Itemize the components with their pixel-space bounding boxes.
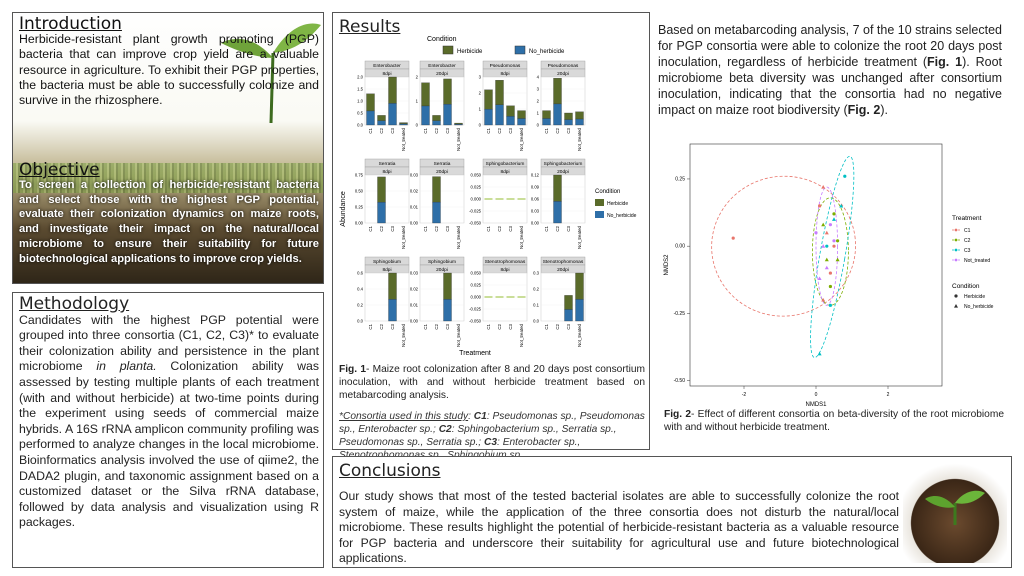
- y-tick-label: 0.00: [530, 220, 539, 226]
- y-tick-label: 0.3: [533, 270, 539, 276]
- y-tick-label: 0.03: [530, 208, 539, 214]
- conclusions-title: Conclusions: [339, 461, 441, 481]
- x-tick-label: Not_treated: [577, 226, 582, 249]
- y-tick-label: 0.050: [470, 270, 481, 276]
- bar-herbicide-C2: [433, 177, 441, 203]
- x-tick-label: C2: [555, 324, 560, 330]
- bar-no-herbicide-Not_treated: [576, 299, 584, 321]
- y-tick-label: 0.25: [675, 176, 685, 183]
- x-tick-label: Not_treated: [401, 226, 406, 249]
- y-tick-label: 0.1: [533, 302, 539, 308]
- y-tick-label: -0.050: [469, 318, 481, 324]
- x-tick-label: C1: [368, 128, 373, 134]
- bar-no-herbicide-C1: [485, 109, 493, 125]
- x-tick-label: C1: [544, 324, 549, 330]
- bar-no-herbicide-C2: [433, 121, 441, 125]
- results-title: Results: [339, 17, 401, 37]
- facet-taxon-label: Serratia: [433, 162, 451, 167]
- figure-1-label: Fig. 1: [339, 364, 366, 375]
- x-tick-label: C2: [379, 324, 384, 330]
- summary-a: Based on metabarcoding analysis, 7 of the 10 strains selected for PGP consortia were able to colonize the root 20 days post inoculation, regardless of herbicide treatment (: [658, 23, 1002, 69]
- y-tick-label: 1.0: [357, 98, 363, 104]
- y-tick-label: 2: [536, 98, 539, 104]
- bar-no-herbicide-C3: [389, 103, 397, 125]
- facet-taxon-label: Enterobacter: [428, 64, 456, 69]
- objective-body: To screen a collection of herbicide-resistant bacteria and select those with the highest PGP potential, evaluate their colonization dynamics on maize roots, and investigate their impact on the natural/local microbiome to ensure their suitability for future biotechnological applications to improve crop yields.: [19, 178, 319, 265]
- facet-time-label: 8dpi: [382, 72, 392, 77]
- point-c2: [829, 285, 832, 288]
- y-tick-label: 2.0: [357, 74, 363, 80]
- x-tick-label: C3: [390, 324, 395, 330]
- y-tick-label: 0.2: [357, 302, 363, 308]
- facet-plot-area: [365, 175, 409, 223]
- y-tick-label: 0: [415, 122, 418, 128]
- bar-no-herbicide-Not_treated: [576, 119, 584, 125]
- c3-label: C3: [483, 437, 498, 448]
- bar-herbicide-C3: [389, 273, 397, 299]
- x-tick-label: C1: [423, 226, 428, 232]
- bar-herbicide-C2: [496, 80, 504, 105]
- x-tick-label: C3: [508, 324, 513, 330]
- facet-stenotrophomonas-8dpi: [469, 257, 527, 347]
- bar-no-herbicide-C3: [444, 299, 452, 321]
- point-c3: [829, 304, 832, 307]
- point-c1: [818, 204, 821, 207]
- figure-1-caption: [339, 363, 645, 402]
- bar-no-herbicide-Not_treated: [518, 119, 526, 125]
- legend-label-c3: C3: [964, 248, 971, 254]
- y-tick-label: 0: [536, 122, 539, 128]
- facet-taxon-label: Enterobacter: [373, 64, 401, 69]
- facet-time-label: 8dpi: [382, 170, 392, 175]
- y-tick-label: 0.0: [533, 318, 539, 324]
- facet-time-label: 20dpi: [557, 268, 569, 273]
- y-tick-label: 0.00: [409, 220, 418, 226]
- figure-2-label: Fig. 2: [664, 409, 692, 420]
- x-tick-label: C2: [434, 226, 439, 232]
- y-tick-label: 1: [415, 98, 418, 104]
- bar-no-herbicide-C1: [543, 119, 551, 125]
- x-tick-label: C3: [445, 226, 450, 232]
- legend-swatch-herbicide: [443, 46, 453, 54]
- figure-2-nmds-plot: [660, 136, 1010, 408]
- bar-no-herbicide-C2: [433, 202, 441, 223]
- x-tick-label: C1: [544, 226, 549, 232]
- y-tick-label: 2: [478, 90, 481, 96]
- x-tick-label: C3: [566, 128, 571, 134]
- bar-herbicide-C1: [543, 111, 551, 119]
- x-tick-label: C3: [566, 226, 571, 232]
- y-tick-label: 0.0: [357, 318, 363, 324]
- y-tick-label: 0.02: [409, 188, 418, 194]
- side-legend-label-no-herbicide: No_herbicide: [607, 213, 637, 219]
- y-tick-label: 0.09: [530, 184, 539, 190]
- facet-sphingobium-8dpi: [357, 257, 409, 347]
- x-tick-label: C2: [434, 324, 439, 330]
- facet-stenotrophomonas-20dpi: [533, 257, 585, 347]
- facet-time-label: 8dpi: [500, 170, 510, 175]
- bar-herbicide-C2: [378, 115, 386, 120]
- figure-2-caption: [664, 408, 1004, 434]
- x-tick-label: Not_treated: [519, 226, 524, 249]
- x-tick-label: Not_treated: [401, 324, 406, 347]
- legend-treatment-title: Treatment: [952, 215, 982, 222]
- facet-time-label: 20dpi: [436, 268, 448, 273]
- bar-no-herbicide-Not_treated: [455, 124, 463, 125]
- bar-herbicide-C1: [422, 83, 430, 106]
- bar-herbicide-C3: [444, 79, 452, 104]
- x-tick-label: C1: [368, 324, 373, 330]
- y-tick-label: 1.5: [357, 86, 363, 92]
- x-tick-label: 0: [814, 392, 818, 398]
- facet-serratia-8dpi: [355, 159, 409, 249]
- y-tick-label: 1: [478, 106, 481, 112]
- point-not_treated: [829, 223, 832, 226]
- y-tick-label: -0.025: [469, 208, 481, 214]
- bar-no-herbicide-C2: [378, 202, 386, 223]
- facet-time-label: 20dpi: [557, 170, 569, 175]
- y-tick-label: 0.00: [675, 243, 685, 250]
- bar-no-herbicide-C2: [554, 201, 562, 223]
- legend-label-c1: C1: [964, 228, 971, 234]
- methodology-body-italic: in planta.: [96, 359, 157, 374]
- y-tick-label: 0.5: [357, 110, 363, 116]
- y-tick-label: 0.025: [470, 184, 481, 190]
- x-tick-label: 2: [886, 392, 890, 398]
- x-tick-label: C3: [508, 226, 513, 232]
- y-tick-label: 0.6: [357, 270, 363, 276]
- conclusions-body: Our study shows that most of the tested bacterial isolates are able to successfully colonize the root system of maize, while the application of the three consortia does not disturb the natural/local microbiome. These results highlight the potential of herbicide-resistant bacteria as a valuable resource for PGP bacteria and underscore their suitability for agricultural use and future biotechnological applications.: [339, 489, 899, 566]
- results-panel: [332, 12, 650, 450]
- y-tick-label: -0.050: [469, 220, 481, 226]
- x-tick-label: C2: [434, 128, 439, 134]
- legend-swatch-no-herbicide: [515, 46, 525, 54]
- x-tick-label: Not_treated: [577, 324, 582, 347]
- y-axis-title: Abundance: [340, 191, 347, 227]
- legend-dot-c2: [955, 239, 958, 242]
- y-tick-label: 1: [536, 110, 539, 116]
- y-tick-label: 0.03: [409, 270, 418, 276]
- point-not_treated: [832, 239, 835, 242]
- legend-condition-no-herbicide: No_herbicide: [964, 304, 994, 310]
- facet-taxon-label: Sphingobium: [372, 260, 402, 265]
- y-tick-label: 0.00: [354, 220, 363, 226]
- point-c1: [732, 237, 735, 240]
- bar-herbicide-C3: [389, 77, 397, 103]
- facet-taxon-label: Pseudomonas: [489, 64, 521, 69]
- legend-condition-herbicide-marker: [954, 294, 957, 297]
- bar-herbicide-Not_treated: [518, 111, 526, 119]
- x-axis-title: Treatment: [459, 350, 491, 357]
- x-axis-title: NMDS1: [805, 402, 827, 408]
- x-tick-label: Not_treated: [456, 226, 461, 249]
- bar-herbicide-C3: [507, 106, 515, 117]
- y-tick-label: 0.03: [409, 172, 418, 178]
- summary-b: ). Root microbiome beta diversity was unchanged after consortium inoculation, indicating that the consortia had no negative impact on maize root biodiversity (: [658, 55, 1002, 117]
- x-tick-label: C3: [390, 128, 395, 134]
- figure-1-caption-text: - Maize root colonization after 8 and 20 days post consortium inoculation, with and without herbicide treatment based on metabarcoding analysis.: [339, 364, 645, 401]
- x-tick-label: C1: [486, 226, 491, 232]
- bar-herbicide-C2: [433, 115, 441, 120]
- facet-taxon-label: Stenotrophomonas: [542, 260, 584, 265]
- bar-herbicide-Not_treated: [455, 123, 463, 124]
- facet-sphingobacterium-20dpi: [531, 159, 585, 249]
- side-legend-swatch-herbicide: [595, 199, 604, 206]
- legend-title: Condition: [427, 36, 457, 43]
- x-tick-label: C1: [486, 324, 491, 330]
- y-tick-label: 0.06: [530, 196, 539, 202]
- facet-plot-area: [420, 175, 464, 223]
- bar-herbicide-C2: [378, 177, 386, 202]
- facet-taxon-label: Sphingobacterium: [485, 162, 525, 167]
- bar-no-herbicide-C3: [565, 309, 573, 321]
- bar-no-herbicide-C3: [507, 116, 515, 125]
- bar-no-herbicide-C2: [554, 104, 562, 125]
- legend-label-not_treated: Not_treated: [964, 258, 991, 264]
- consortia-note: *Consortia used in this study: C1: Pseudomonas sp., Pseudomonas sp., Enterobacter sp.; C2: Sphingobacterium sp., Serratia sp., Pseudomonas sp., Serratia sp.; C3: Enterobacter sp.,: [339, 410, 645, 462]
- x-tick-label: C1: [423, 128, 428, 134]
- point-c2: [836, 239, 839, 242]
- x-tick-label: C2: [497, 128, 502, 134]
- bar-herbicide-Not_treated: [576, 112, 584, 119]
- x-tick-label: -2: [741, 392, 747, 398]
- point-not_treated: [814, 231, 817, 234]
- objective-title: Objective: [19, 160, 100, 180]
- y-tick-label: 0.02: [409, 286, 418, 292]
- c2-label: C2: [438, 424, 452, 435]
- figure-2-caption-text: - Effect of different consortia on beta-diversity of the root microbiome with and without herbicide treatment.: [664, 409, 1005, 433]
- c1-text: Pseudomonas sp., Pseudomonas sp., Enterobacter sp.;: [339, 411, 645, 435]
- facet-time-label: 20dpi: [436, 72, 448, 77]
- legend-dot-not_treated: [955, 259, 958, 262]
- x-tick-label: Not_treated: [519, 128, 524, 151]
- y-tick-label: 0.4: [357, 286, 363, 292]
- facet-pseudomonas-20dpi: [537, 61, 585, 151]
- x-tick-label: C3: [445, 324, 450, 330]
- facet-plot-area: [420, 273, 464, 321]
- x-tick-label: C2: [379, 128, 384, 134]
- point-c3: [825, 245, 828, 248]
- x-tick-label: C3: [445, 128, 450, 134]
- bar-no-herbicide-Not_treated: [400, 124, 408, 125]
- facet-pseudomonas-8dpi: [479, 61, 527, 151]
- y-tick-label: -0.25: [673, 310, 685, 317]
- facet-plot-area: [365, 273, 409, 321]
- methodology-body: [19, 313, 319, 531]
- bar-herbicide-C3: [565, 295, 573, 309]
- y-tick-label: 0.2: [533, 286, 539, 292]
- methodology-panel: [12, 292, 324, 568]
- facet-enterobacter-8dpi: [357, 61, 409, 151]
- figure-1-bar-chart: [333, 19, 649, 359]
- introduction-panel: [12, 12, 324, 284]
- x-tick-label: Not_treated: [456, 128, 461, 151]
- y-tick-label: 0.000: [470, 294, 481, 300]
- bar-no-herbicide-C2: [496, 105, 504, 125]
- y-tick-label: 0.00: [409, 318, 418, 324]
- y-tick-label: 0.01: [409, 204, 418, 210]
- facet-time-label: 8dpi: [500, 268, 510, 273]
- point-c1: [829, 271, 832, 274]
- point-c3: [843, 175, 846, 178]
- c1-label: C1: [473, 411, 487, 422]
- facet-taxon-label: Sphingobacterium: [543, 162, 583, 167]
- bar-herbicide-Not_treated: [576, 273, 584, 299]
- y-tick-label: 0: [478, 122, 481, 128]
- x-tick-label: C2: [555, 226, 560, 232]
- facet-serratia-20dpi: [410, 159, 464, 249]
- conclusions-panel: [332, 456, 1012, 568]
- legend-condition-title: Condition: [952, 283, 980, 290]
- c2-text: Sphingobacterium sp., Serratia sp., Pseudomonas sp., Serratia sp.;: [339, 424, 617, 448]
- bar-no-herbicide-C1: [422, 106, 430, 125]
- x-tick-label: Not_treated: [456, 324, 461, 347]
- bar-herbicide-C1: [367, 94, 375, 111]
- x-tick-label: C1: [486, 128, 491, 134]
- summary-fig2-ref: Fig. 2: [847, 103, 881, 117]
- results-summary-text: [658, 22, 1002, 118]
- bar-herbicide-C1: [485, 90, 493, 109]
- x-tick-label: C3: [566, 324, 571, 330]
- legend-label-herbicide: Herbicide: [457, 49, 483, 55]
- bar-herbicide-C3: [565, 113, 573, 120]
- point-c2: [832, 212, 835, 215]
- y-tick-label: 4: [536, 74, 539, 80]
- methodology-title: Methodology: [19, 294, 130, 314]
- legend-condition-herbicide: Herbicide: [964, 294, 986, 300]
- x-tick-label: C2: [497, 324, 502, 330]
- introduction-title: Introduction: [19, 14, 122, 34]
- facet-time-label: 8dpi: [500, 72, 510, 77]
- y-axis-title: NMDS2: [664, 254, 670, 276]
- summary-c: ).: [880, 103, 888, 117]
- point-c1: [832, 245, 835, 248]
- methodology-body-a: Candidates with the highest PGP potential were grouped into three consortia (C1, C2, C3)* to evaluate their colonization ability and persistence in the plant microbiome: [19, 312, 319, 374]
- legend-label-no-herbicide: No_herbicide: [529, 49, 565, 55]
- y-tick-label: -0.025: [469, 306, 481, 312]
- facet-enterobacter-20dpi: [416, 61, 464, 151]
- bar-no-herbicide-C3: [565, 120, 573, 125]
- y-tick-label: -0.50: [673, 378, 685, 385]
- facet-sphingobacterium-8dpi: [469, 159, 527, 249]
- seedling-in-hands-image: [903, 463, 1007, 563]
- y-tick-label: 0.25: [354, 204, 363, 210]
- facet-taxon-label: Pseudomonas: [547, 64, 579, 69]
- x-tick-label: C3: [390, 226, 395, 232]
- legend-condition-no-herbicide-marker: [954, 304, 958, 308]
- x-tick-label: Not_treated: [519, 324, 524, 347]
- x-tick-label: C1: [423, 324, 428, 330]
- bar-herbicide-C2: [554, 175, 562, 201]
- c3-text: Enterobacter sp.,: [502, 437, 581, 448]
- bar-herbicide-C3: [444, 273, 452, 299]
- methodology-body-b: Colonization ability was assessed by testing multiple plants of each treatment (with and without herbicide) at two-time points during the experiment using seeds of commercial maize hybrids. A 16S rRNA amplicon community profiling was performed to analyze changes in the local microbiome. Bioinformatics analysis involved the use of qiime2, the DADA2 plugin, and taxonomic assignment based on a customized dataset or the Silva rRNA database, followed by data analysis and visualization using R packages.: [19, 359, 319, 530]
- x-tick-label: Not_treated: [401, 128, 406, 151]
- y-tick-label: 3: [478, 74, 481, 80]
- y-tick-label: 0.0: [357, 122, 363, 128]
- y-tick-label: 0.025: [470, 282, 481, 288]
- summary-fig1-ref: Fig. 1: [927, 55, 963, 69]
- bar-no-herbicide-C3: [389, 299, 397, 321]
- facet-time-label: 20dpi: [557, 72, 569, 77]
- legend-label-c2: C2: [964, 238, 971, 244]
- nmds-plot-area: [690, 144, 942, 386]
- x-tick-label: C2: [497, 226, 502, 232]
- facet-taxon-label: Sphingobium: [427, 260, 457, 265]
- consortia-label: *Consortia used in this study: [339, 411, 469, 422]
- bar-no-herbicide-C2: [378, 121, 386, 125]
- y-tick-label: 0.12: [530, 172, 539, 178]
- x-tick-label: C1: [368, 226, 373, 232]
- y-tick-label: 0.50: [354, 188, 363, 194]
- x-tick-label: Not_treated: [577, 128, 582, 151]
- bar-no-herbicide-C3: [444, 104, 452, 125]
- facet-time-label: 20dpi: [436, 170, 448, 175]
- bar-herbicide-Not_treated: [400, 123, 408, 124]
- side-legend-title: Condition: [595, 189, 621, 195]
- legend-dot-c3: [955, 249, 958, 252]
- x-tick-label: C2: [379, 226, 384, 232]
- y-tick-label: 0.050: [470, 172, 481, 178]
- facet-taxon-label: Serratia: [378, 162, 396, 167]
- facet-taxon-label: Stenotrophomonas: [484, 260, 526, 265]
- bar-no-herbicide-C1: [367, 111, 375, 125]
- x-tick-label: C2: [555, 128, 560, 134]
- introduction-body: Herbicide-resistant plant growth promoting (PGP) bacteria that can improve crop yield are a valuable resource in agriculture. To exhibit their PGP properties, the bacteria must be able to successfully colonize and survive in the rhizosphere.: [19, 32, 319, 108]
- x-tick-label: C1: [544, 128, 549, 134]
- side-legend-swatch-no-herbicide: [595, 211, 604, 218]
- facet-time-label: 8dpi: [382, 268, 392, 273]
- y-tick-label: 0.75: [354, 172, 363, 178]
- y-tick-label: 3: [536, 86, 539, 92]
- y-tick-label: 0.000: [470, 196, 481, 202]
- y-tick-label: 0.01: [409, 302, 418, 308]
- bar-herbicide-C2: [554, 78, 562, 104]
- y-tick-label: 2: [415, 74, 418, 80]
- facet-sphingobium-20dpi: [410, 257, 464, 347]
- x-tick-label: C3: [508, 128, 513, 134]
- legend-dot-c1: [955, 229, 958, 232]
- side-legend-label-herbicide: Herbicide: [607, 201, 629, 207]
